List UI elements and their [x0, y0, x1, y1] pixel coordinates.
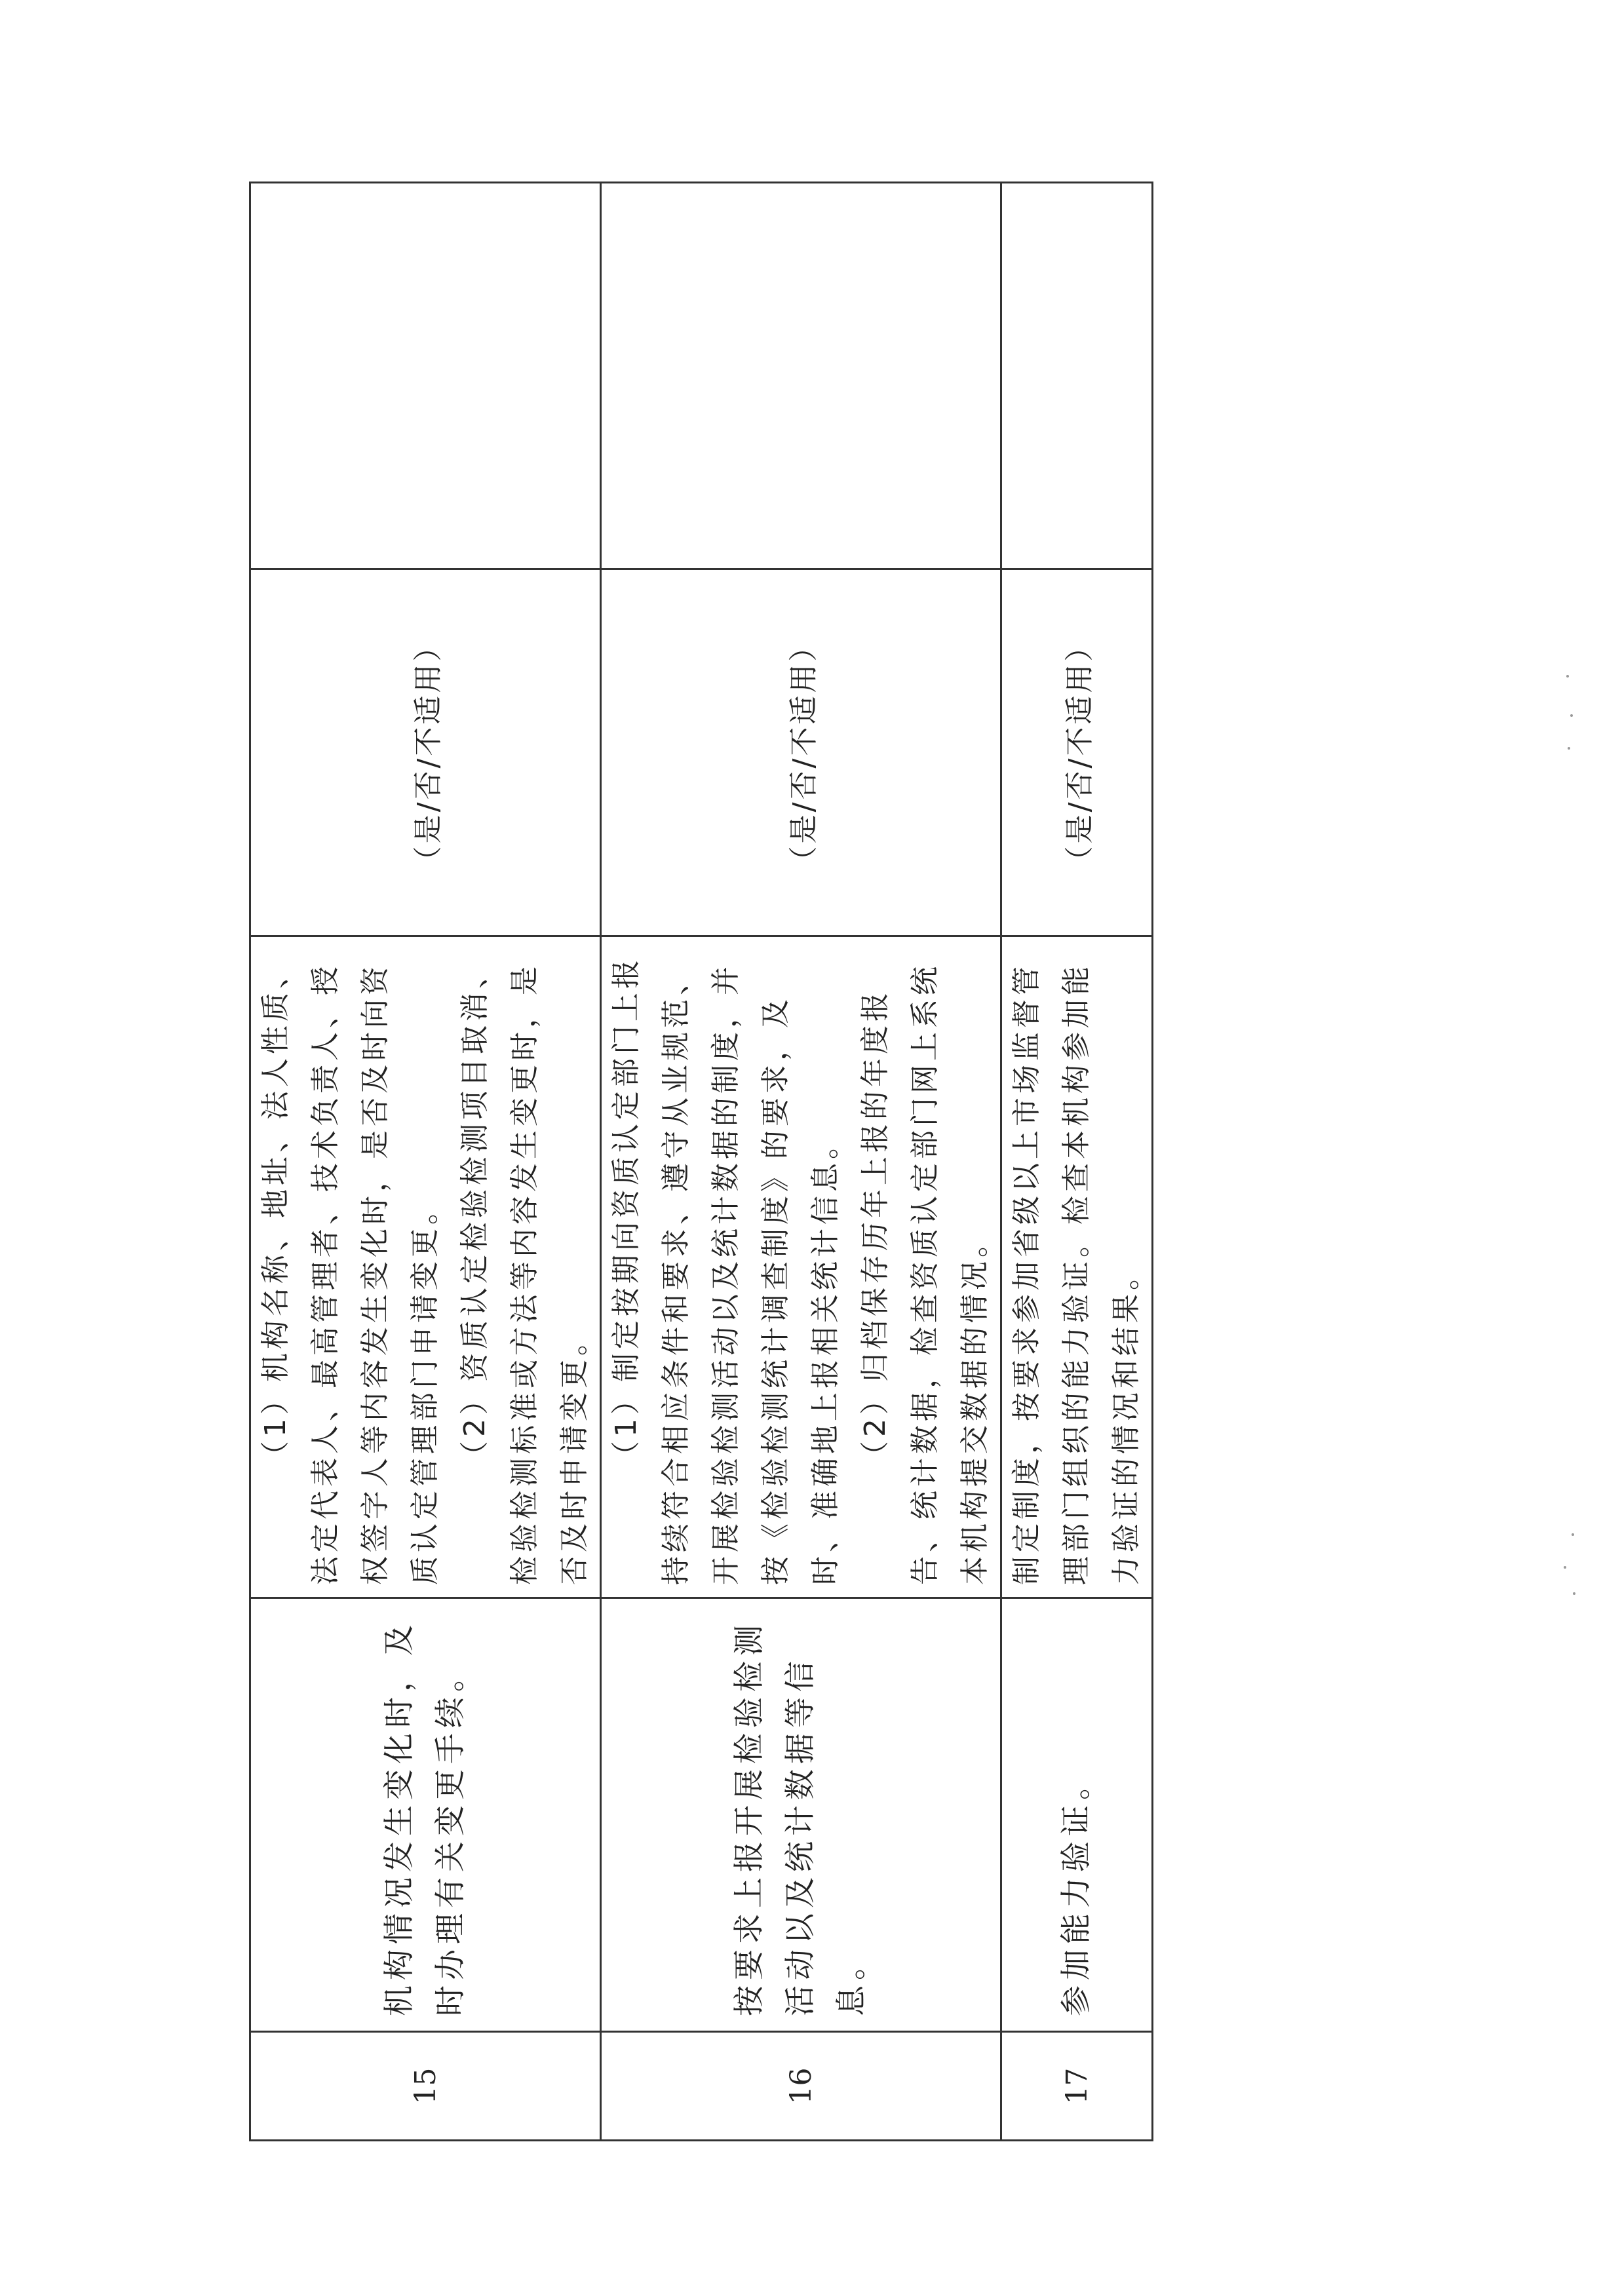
checklist-table [249, 182, 1153, 2141]
row-number: 17 [1001, 2032, 1153, 2141]
check-result: （是/否/不适用） [601, 569, 1001, 936]
check-content [601, 936, 1001, 1598]
content-paragraph: 制定制度，按要求参加省级以上市场监督管理部门组织的能力验证。检查本机构参加能力验证的情况和结果。 [1010, 963, 1143, 1585]
content-paragraph: （2）资质认定检验检测项目取消、检验检测标准或方法等内容发生变更时，是否及时申请变更。 [458, 956, 591, 1585]
note-cell [250, 183, 601, 569]
content-paragraph: （2）归档保存历年上报的年度报告、统计数据，检查资质认定部门网上系统本机构提交数据的情况。 [859, 963, 992, 1585]
check-item: 参加能力验证。 [1001, 1598, 1153, 2032]
check-content [1001, 936, 1153, 1598]
check-item: 按要求上报开展检验检测活动以及统计数据等信息。 [601, 1598, 1001, 2032]
table-row [250, 183, 601, 2141]
row-number: 15 [250, 2032, 601, 2141]
check-content [250, 936, 601, 1598]
note-cell [1001, 183, 1153, 569]
check-result: （是/否/不适用） [1001, 569, 1153, 936]
row-number: 16 [601, 2032, 1001, 2141]
content-paragraph: （1）制定按期向资质认定部门上报持续符合相应条件和要求、遵守从业规范、开展检验检测活动以及统计数据的制度，并按《检验检测统计调查制度》的要求，及时、准确地上报相关统计信息。 [609, 956, 842, 1585]
checklist-table-rotated [249, 183, 1143, 2141]
check-item: 机构情况发生变化时，及时办理有关变更手续。 [250, 1598, 601, 2032]
scan-speck [1568, 747, 1570, 750]
content-paragraph: （1）机构名称、地址、法人性质、法定代表人、最高管理者、技术负责人、授权签字人等内容发生变化时，是否及时向资质认定管理部门申请变更。 [259, 956, 442, 1585]
scan-speck [1572, 1533, 1574, 1536]
check-result: （是/否/不适用） [250, 569, 601, 936]
note-cell [601, 183, 1001, 569]
scan-speck [1564, 1566, 1566, 1569]
table-row [1001, 183, 1153, 2141]
scan-speck [1570, 714, 1573, 717]
scan-speck [1573, 1592, 1575, 1595]
table-row [601, 183, 1001, 2141]
scan-speck [1566, 675, 1569, 678]
